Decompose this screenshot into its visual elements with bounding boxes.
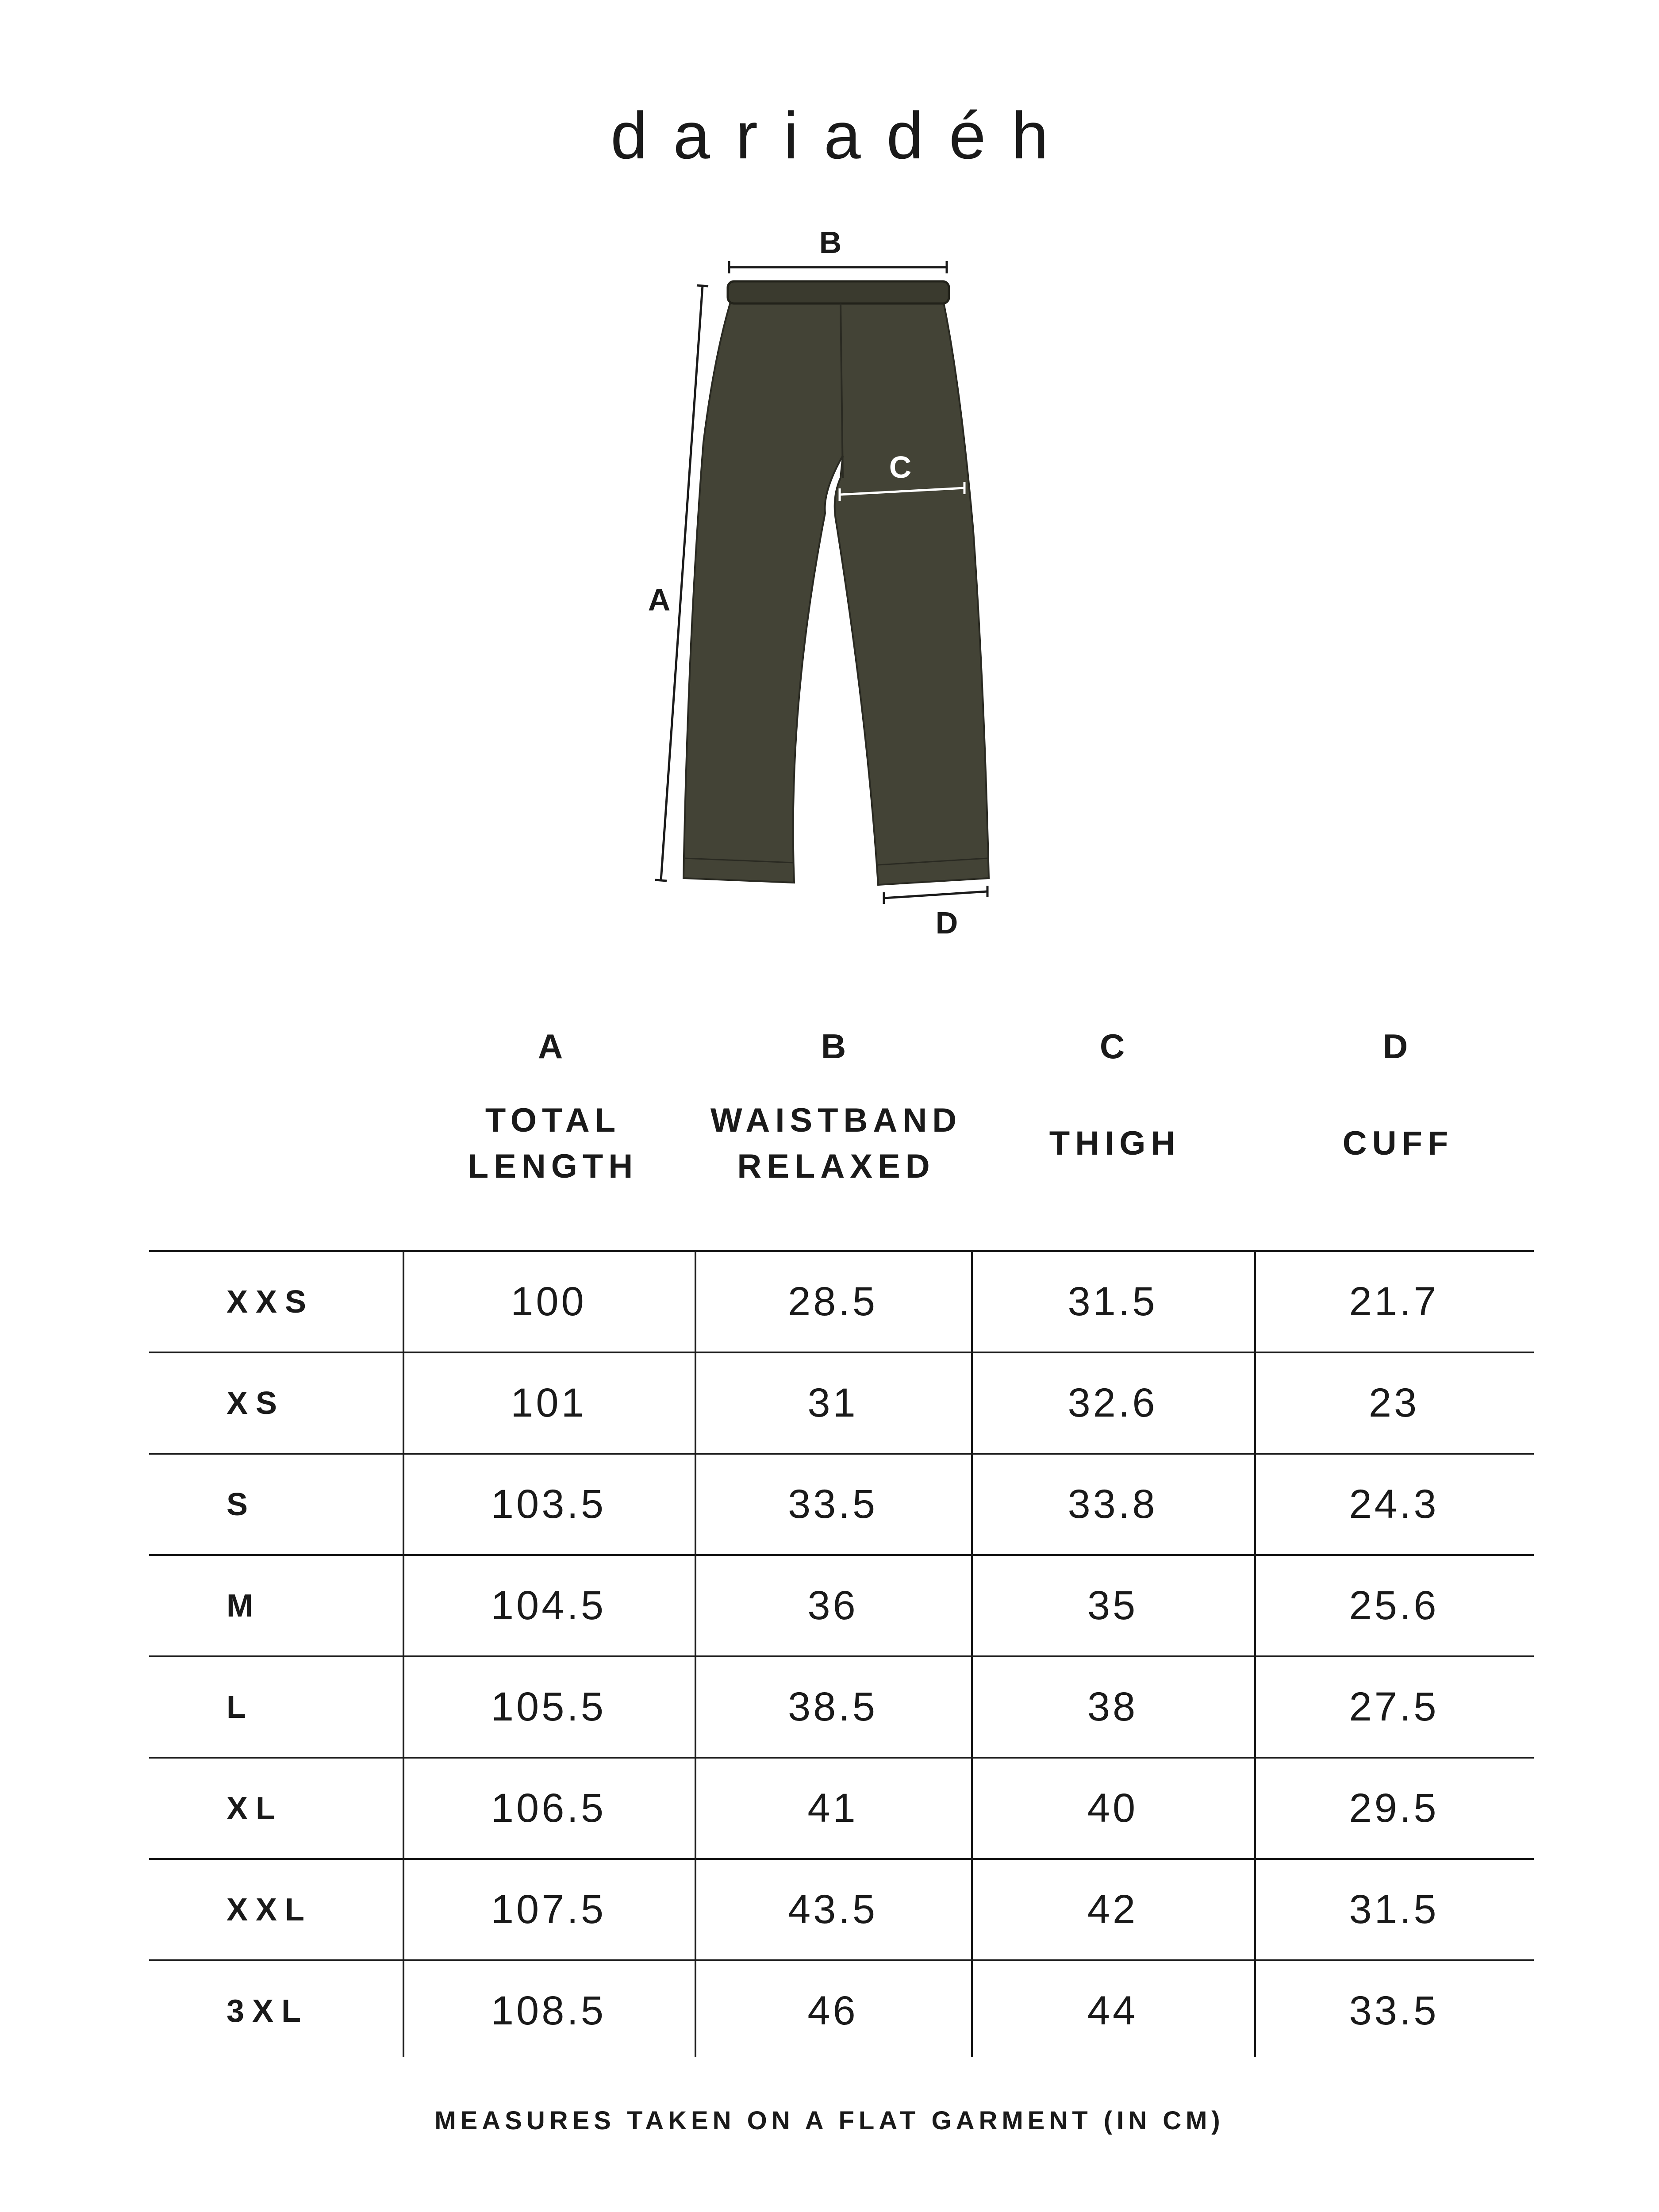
measurement-cell: 41 xyxy=(807,1786,858,1831)
measurement-cell: 103.5 xyxy=(491,1482,607,1527)
table-row xyxy=(149,1961,1534,2062)
measurement-cell: 25.6 xyxy=(1349,1583,1439,1628)
size-label: L xyxy=(227,1689,254,1725)
column-divider xyxy=(971,1252,973,2057)
measurement-cell: 33.5 xyxy=(787,1482,878,1527)
measurement-cell: 32.6 xyxy=(1068,1380,1158,1425)
size-table xyxy=(149,1252,1534,2062)
size-label: XXL xyxy=(227,1892,313,1928)
measurement-cell: 40 xyxy=(1087,1786,1138,1831)
column-header-a xyxy=(465,1026,641,1190)
measurement-cell: 107.5 xyxy=(491,1887,607,1932)
measurement-cell: 24.3 xyxy=(1349,1482,1439,1527)
measurement-cell: 100 xyxy=(511,1279,587,1324)
label-c: C xyxy=(889,450,912,484)
measurement-cell: 105.5 xyxy=(491,1684,607,1729)
measurement-cell: 101 xyxy=(511,1380,587,1425)
measurement-cell: 44 xyxy=(1087,1988,1138,2033)
measurement-cell: 36 xyxy=(807,1583,858,1628)
column-letter: C xyxy=(1099,1027,1130,1066)
table-row xyxy=(149,1252,1534,1353)
measurement-cell: 29.5 xyxy=(1349,1786,1439,1831)
measurement-cell: 108.5 xyxy=(491,1988,607,2033)
column-divider xyxy=(403,1252,404,2057)
measurement-cell: 106.5 xyxy=(491,1786,607,1831)
measurement-cell: 33.5 xyxy=(1349,1988,1439,2033)
size-label: 3XL xyxy=(227,1993,309,2029)
table-row xyxy=(149,1556,1534,1657)
column-letter: D xyxy=(1382,1027,1413,1066)
trousers-diagram xyxy=(611,221,1009,951)
measurement-cell: 23 xyxy=(1368,1380,1420,1425)
footnote: MEASURES TAKEN ON A FLAT GARMENT (IN CM) xyxy=(434,2106,1225,2135)
measurement-cell: 31 xyxy=(807,1380,858,1425)
column-name-line2: LENGTH xyxy=(468,1148,638,1185)
trousers-shape xyxy=(684,296,989,885)
column-divider xyxy=(1254,1252,1256,2057)
measurement-cell: 46 xyxy=(807,1988,858,2033)
measurement-cell: 42 xyxy=(1087,1887,1138,1932)
table-row xyxy=(149,1759,1534,1860)
brand-logo: dariadéh xyxy=(611,98,1074,173)
label-a: A xyxy=(648,583,671,617)
column-name-line2: RELAXED xyxy=(737,1148,935,1185)
measurement-cell: 31.5 xyxy=(1068,1279,1158,1324)
table-row xyxy=(149,1860,1534,1961)
table-row xyxy=(149,1657,1534,1759)
column-divider xyxy=(695,1252,696,2057)
measurement-cell: 28.5 xyxy=(787,1279,878,1324)
column-name-line1: THIGH xyxy=(1049,1125,1181,1162)
column-name-line1: WAISTBAND xyxy=(710,1102,962,1139)
table-row xyxy=(149,1353,1534,1455)
column-header-d xyxy=(1310,1026,1486,1167)
size-label: XXS xyxy=(227,1284,315,1320)
measurement-cell: 38.5 xyxy=(787,1684,878,1729)
size-label: XS xyxy=(227,1385,285,1421)
size-label: M xyxy=(227,1588,261,1624)
column-header-c xyxy=(1026,1026,1203,1167)
measurement-cell: 31.5 xyxy=(1349,1887,1439,1932)
size-label: S xyxy=(227,1486,256,1522)
column-letter: A xyxy=(538,1027,568,1066)
column-name-line1: TOTAL xyxy=(485,1102,621,1139)
measurement-cell: 21.7 xyxy=(1349,1279,1439,1324)
size-label: XL xyxy=(227,1790,284,1826)
label-d: D xyxy=(935,906,958,940)
measurement-cell: 33.8 xyxy=(1068,1482,1158,1527)
measurement-cell: 104.5 xyxy=(491,1583,607,1628)
label-b: B xyxy=(819,225,842,260)
measurement-cell: 35 xyxy=(1087,1583,1138,1628)
measurement-cell: 38 xyxy=(1087,1684,1138,1729)
waistband xyxy=(728,281,949,303)
measurement-cell: 27.5 xyxy=(1349,1684,1439,1729)
column-letter: B xyxy=(821,1027,852,1066)
column-name-line1: CUFF xyxy=(1342,1125,1454,1162)
measurement-cell: 43.5 xyxy=(787,1887,878,1932)
table-row xyxy=(149,1455,1534,1556)
column-header-b xyxy=(695,1026,978,1190)
